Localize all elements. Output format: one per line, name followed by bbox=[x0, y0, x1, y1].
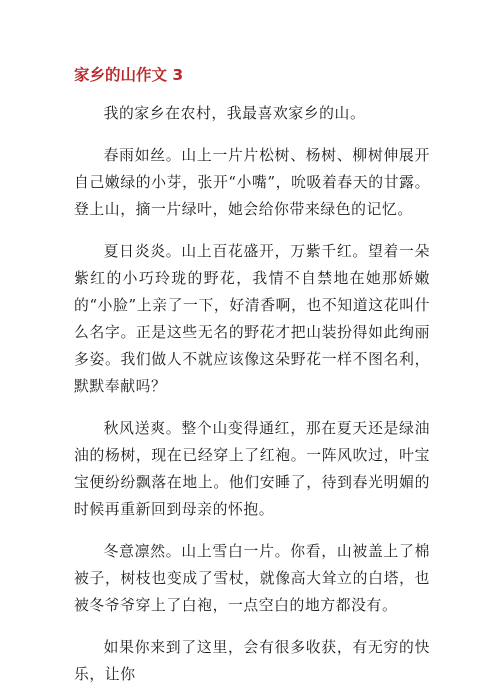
essay-title: 家乡的山作文 3 bbox=[74, 66, 184, 84]
paragraph-spring: 春雨如丝。山上一片片松树、杨树、柳树伸展开自己嫩绿的小芽，张开“小嘴”，吮吸着春天的甘露。登上山，摘一片绿叶，她会给你带来绿色的记忆。 bbox=[74, 147, 430, 218]
paragraph-winter: 冬意凛然。山上雪白一片。你看，山被盖上了棉被子，树枝也变成了雪杖，就像高大耸立的白塔，也被冬爷爷穿上了白袍，一点空白的地方都没有。 bbox=[74, 543, 430, 614]
paragraph-summer: 夏日炎炎。山上百花盛开，万紫千红。望着一朵紫红的小巧玲珑的野花，我情不自禁地在她那娇嫩的“小脸”上亲了一下，好清香啊，也不知道这花叫什么名字。正是这些无名的野花才把山装扮得如此绚丽多姿。我们做人不就应该像这朵野花一样不图名利，默默奉献吗？ bbox=[74, 243, 430, 395]
paragraph-autumn: 秋风送爽。整个山变得通红，那在夏天还是绿油油的杨树，现在已经穿上了红袍。一阵风吹过，叶宝宝便纷纷飘落在地上。他们安睡了，待到春光明媚的时候再重新回到母亲的怀抱。 bbox=[74, 420, 430, 518]
paragraph-intro: 我的家乡在农村，我最喜欢家乡的山。 bbox=[103, 105, 366, 122]
paragraph-closing: 如果你来到了这里，会有很多收获，有无穷的快乐，让你 bbox=[74, 639, 430, 683]
